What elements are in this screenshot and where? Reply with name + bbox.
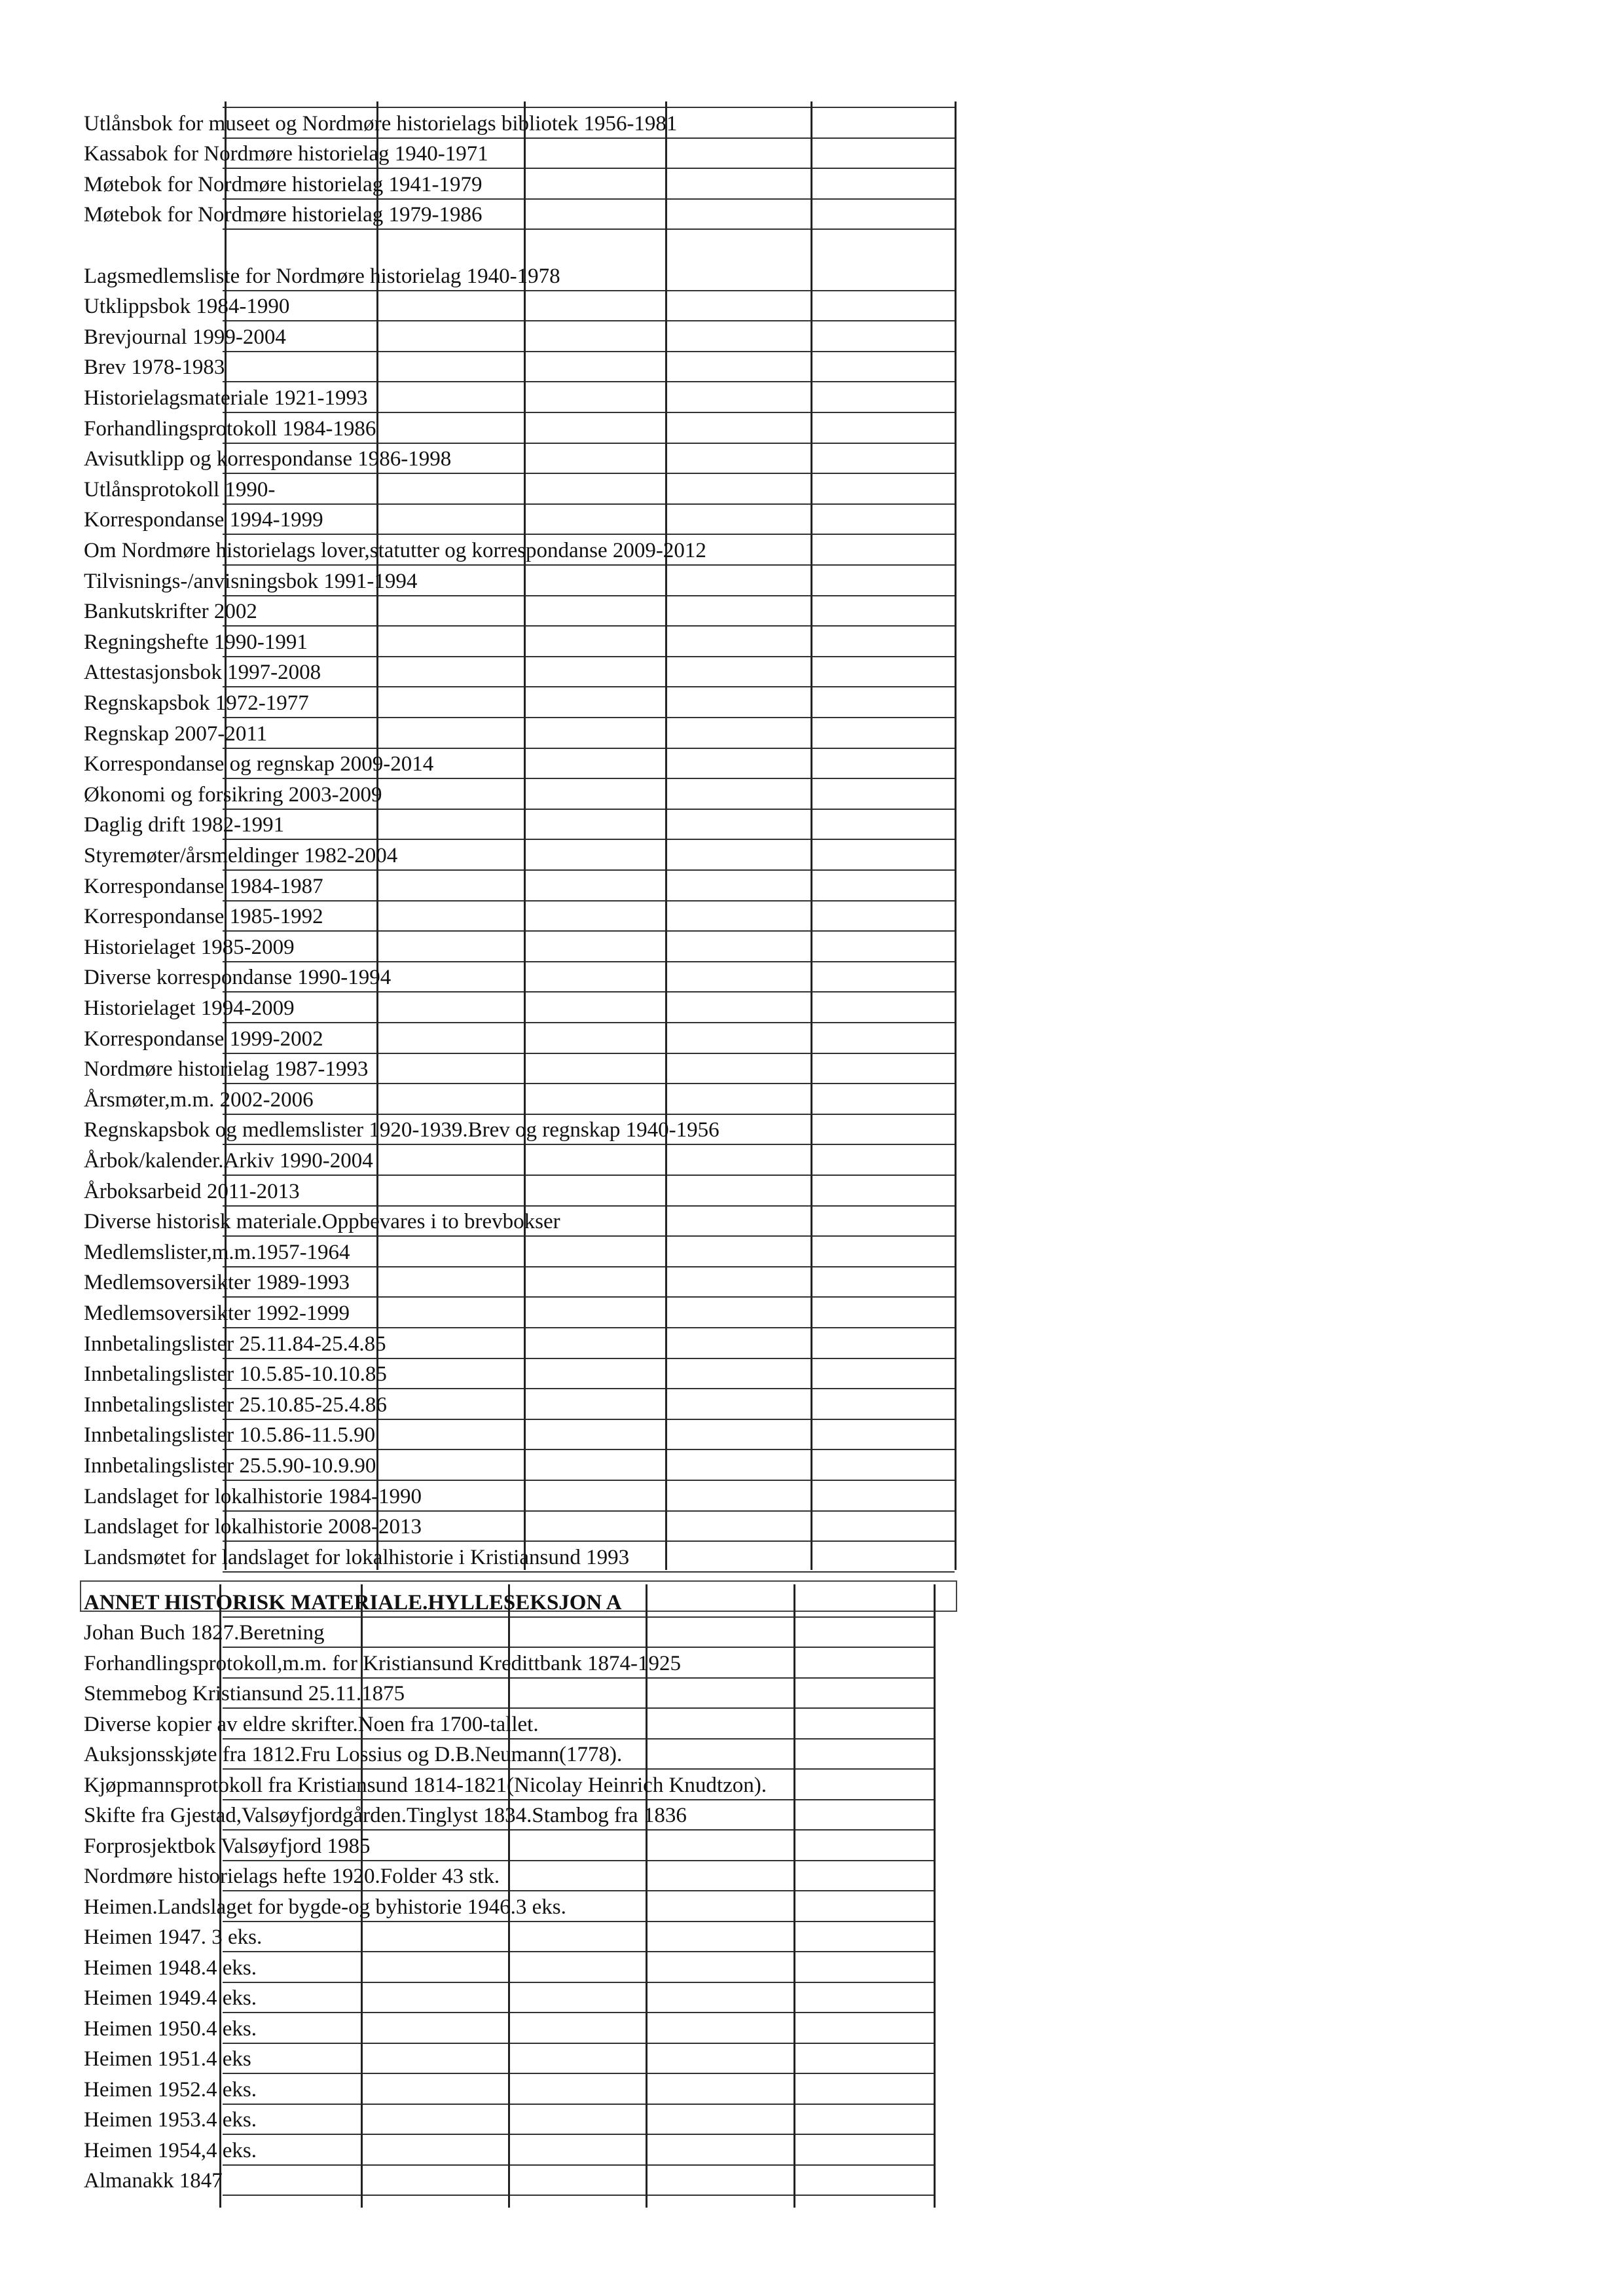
inventory-row: [0, 718, 1623, 749]
row-text: Styremøter/årsmeldinger 1982-2004: [84, 843, 398, 867]
row-text: Regnskapsbok og medlemslister 1920-1939.Brev og regnskap 1940-1956: [84, 1118, 720, 1142]
row-text: Avisutklipp og korrespondanse 1986-1998: [84, 447, 452, 471]
row-text: Møtebok for Nordmøre historielag 1941-1979: [84, 172, 483, 196]
row-text: Innbetalingslister 25.10.85-25.4.86: [84, 1393, 387, 1417]
row-text: Korrespondanse 1999-2002: [84, 1027, 323, 1051]
row-text: Lagsmedlemsliste for Nordmøre historielag 1940-1978: [84, 264, 560, 288]
inventory-row: [0, 1267, 1623, 1298]
inventory-row: [0, 1679, 1623, 1709]
inventory-row: [0, 1115, 1623, 1146]
inventory-row: [0, 1084, 1623, 1115]
inventory-row: [0, 932, 1623, 962]
blank-row: [0, 230, 1623, 261]
inventory-row: [0, 200, 1623, 230]
inventory-row: [0, 291, 1623, 322]
row-text: Forhandlingsprotokoll,m.m. for Kristiansund Kredittbank 1874-1925: [84, 1651, 681, 1675]
inventory-row: [0, 1237, 1623, 1267]
row-text: Innbetalingslister 25.5.90-10.9.90: [84, 1453, 376, 1478]
row-text: Heimen 1948.4 eks.: [84, 1956, 257, 1980]
inventory-row: [0, 1770, 1623, 1800]
inventory-row: [0, 1328, 1623, 1359]
inventory-row: [0, 444, 1623, 475]
inventory-row: [0, 1542, 1623, 1573]
inventory-row: [0, 1389, 1623, 1420]
inventory-row: [0, 657, 1623, 688]
inventory-row: [0, 2044, 1623, 2075]
inventory-row: [0, 1450, 1623, 1481]
inventory-row: [0, 1420, 1623, 1451]
row-text: Stemmebog Kristiansund 25.11.1875: [84, 1682, 405, 1705]
inventory-row: [0, 505, 1623, 536]
inventory-row: [0, 352, 1623, 383]
row-text: Regnskap 2007-2011: [84, 721, 268, 746]
inventory-row: [0, 687, 1623, 718]
inventory-row: [0, 749, 1623, 780]
inventory-row: [0, 1176, 1623, 1207]
inventory-row: [0, 1709, 1623, 1740]
row-text: Heimen.Landslaget for bygde-og byhistorie 1946.3 eks.: [84, 1895, 566, 1919]
row-text: Historielaget 1994-2009: [84, 996, 295, 1020]
inventory-row: [0, 2135, 1623, 2166]
inventory-row: [0, 2166, 1623, 2196]
row-text: Heimen 1947. 3 eks.: [84, 1925, 263, 1949]
inventory-row: [0, 474, 1623, 505]
inventory-row: [0, 1207, 1623, 1237]
row-text: Landsmøtet for landslaget for lokalhistorie i Kristiansund 1993: [84, 1545, 630, 1569]
inventory-row: [0, 2074, 1623, 2105]
inventory-row: [0, 1922, 1623, 1953]
row-text: Brev 1978-1983: [84, 355, 225, 380]
inventory-row: [0, 810, 1623, 841]
row-text: Korrespondanse 1985-1992: [84, 905, 323, 929]
inventory-row: [0, 1512, 1623, 1542]
inventory-row: [0, 962, 1623, 993]
inventory-row: [0, 1952, 1623, 1983]
section-heading: ANNET HISTORISK MATERIALE.HYLLESEKSJON A: [84, 1590, 622, 1614]
row-text: Korrespondanse og regnskap 2009-2014: [84, 752, 434, 776]
row-text: Innbetalingslister 10.5.85-10.10.85: [84, 1362, 387, 1387]
row-text: Johan Buch 1827.Beretning: [84, 1621, 325, 1645]
row-text: Innbetalingslister 10.5.86-11.5.90: [84, 1423, 376, 1448]
inventory-row: [0, 1861, 1623, 1892]
inventory-row: [0, 382, 1623, 413]
inventory-row: [0, 840, 1623, 871]
inventory-row: [0, 902, 1623, 932]
row-text: Kjøpmannsprotokoll fra Kristiansund 1814-1821(Nicolay Heinrich Knudtzon).: [84, 1773, 767, 1797]
inventory-row: [0, 1359, 1623, 1390]
row-text: Kassabok for Nordmøre historielag 1940-1971: [84, 142, 488, 166]
row-text: Heimen 1953.4 eks.: [84, 2108, 257, 2132]
row-text: Nordmøre historielag 1987-1993: [84, 1057, 369, 1082]
inventory-row: [0, 535, 1623, 566]
row-text: Nordmøre historielags hefte 1920.Folder 43 stk.: [84, 1865, 500, 1888]
row-text: Økonomi og forsikring 2003-2009: [84, 782, 382, 807]
row-text: Auksjonsskjøte fra 1812.Fru Lossius og D.B.Neumann(1778).: [84, 1743, 623, 1766]
inventory-row: [0, 1481, 1623, 1512]
row-text: Medlemsoversikter 1992-1999: [84, 1301, 350, 1325]
inventory-row: [0, 2013, 1623, 2044]
row-text: Møtebok for Nordmøre historielag 1979-1986: [84, 203, 483, 227]
inventory-row: [0, 627, 1623, 657]
row-text: Årboksarbeid 2011-2013: [84, 1179, 300, 1203]
row-text: Landslaget for lokalhistorie 2008-2013: [84, 1515, 422, 1539]
inventory-row: [0, 1831, 1623, 1861]
section-heading-row: [0, 1587, 1623, 1618]
row-text: Skifte fra Gjestad,Valsøyfjordgården.Tinglyst 1834.Stambog fra 1836: [84, 1804, 687, 1827]
inventory-row: [0, 1145, 1623, 1176]
row-text: Forprosjektbok Valsøyfjord 1985: [84, 1834, 371, 1858]
row-text: Årsmøter,m.m. 2002-2006: [84, 1087, 314, 1112]
row-text: Daglig drift 1982-1991: [84, 813, 285, 837]
row-text: Heimen 1954,4 eks.: [84, 2138, 257, 2162]
row-text: Almanakk 1847: [84, 2169, 223, 2193]
row-text: Korrespondanse 1994-1999: [84, 508, 323, 532]
row-text: Regnskapsbok 1972-1977: [84, 691, 309, 715]
row-text: Diverse kopier av eldre skrifter.Noen fra 1700-tallet.: [84, 1712, 539, 1736]
row-text: Landslaget for lokalhistorie 1984-1990: [84, 1484, 422, 1508]
inventory-row: [0, 413, 1623, 444]
inventory-row: [0, 2105, 1623, 2136]
inventory-row: [0, 108, 1623, 139]
row-text: Historielaget 1985-2009: [84, 935, 295, 959]
inventory-row: [0, 993, 1623, 1023]
row-text: Regningshefte 1990-1991: [84, 630, 308, 654]
row-text: Brevjournal 1999-2004: [84, 325, 286, 349]
row-text: Diverse korrespondanse 1990-1994: [84, 966, 392, 990]
inventory-row: [0, 566, 1623, 596]
row-text: Heimen 1951.4 eks: [84, 2047, 251, 2071]
row-text: Heimen 1949.4 eks.: [84, 1986, 257, 2010]
inventory-row: [0, 1648, 1623, 1679]
row-text: Innbetalingslister 25.11.84-25.4.85: [84, 1332, 386, 1356]
inventory-row: [0, 779, 1623, 810]
row-text: Utlånsprotokoll 1990-: [84, 477, 276, 501]
row-text: Attestasjonsbok 1997-2008: [84, 661, 321, 685]
row-text: Tilvisnings-/anvisningsbok 1991-1994: [84, 569, 418, 593]
row-text: Bankutskrifter 2002: [84, 600, 257, 624]
inventory-row: [0, 169, 1623, 200]
inventory-row: [0, 1800, 1623, 1831]
inventory-row: [0, 871, 1623, 902]
row-text: Heimen 1952.4 eks.: [84, 2077, 257, 2102]
inventory-row: [0, 596, 1623, 627]
row-text: Medlemsoversikter 1989-1993: [84, 1271, 350, 1295]
row-text: Om Nordmøre historielags lover,statutter og korrespondanse 2009-2012: [84, 538, 706, 562]
inventory-row: [0, 1054, 1623, 1085]
row-text: Utklippsbok 1984-1990: [84, 295, 290, 319]
inventory-row: [0, 1298, 1623, 1328]
inventory-row: [0, 1891, 1623, 1922]
row-text: Historielagsmateriale 1921-1993: [84, 386, 368, 410]
row-text: Utlånsbok for museet og Nordmøre historielags bibliotek 1956-1981: [84, 111, 678, 136]
inventory-row: [0, 1740, 1623, 1770]
inventory-row: [0, 1618, 1623, 1649]
row-text: Korrespondanse 1984-1987: [84, 874, 323, 898]
row-text: Medlemslister,m.m.1957-1964: [84, 1240, 350, 1264]
row-text: Forhandlingsprotokoll 1984-1986: [84, 416, 376, 441]
row-text: Diverse historisk materiale.Oppbevares i to brevbokser: [84, 1210, 560, 1234]
inventory-row: [0, 1983, 1623, 2014]
row-text: Årbok/kalender.Arkiv 1990-2004: [84, 1148, 373, 1173]
inventory-row: [0, 1023, 1623, 1054]
row-text: Heimen 1950.4 eks.: [84, 2016, 257, 2041]
inventory-row: [0, 321, 1623, 352]
inventory-row: [0, 139, 1623, 170]
inventory-row: [0, 261, 1623, 291]
